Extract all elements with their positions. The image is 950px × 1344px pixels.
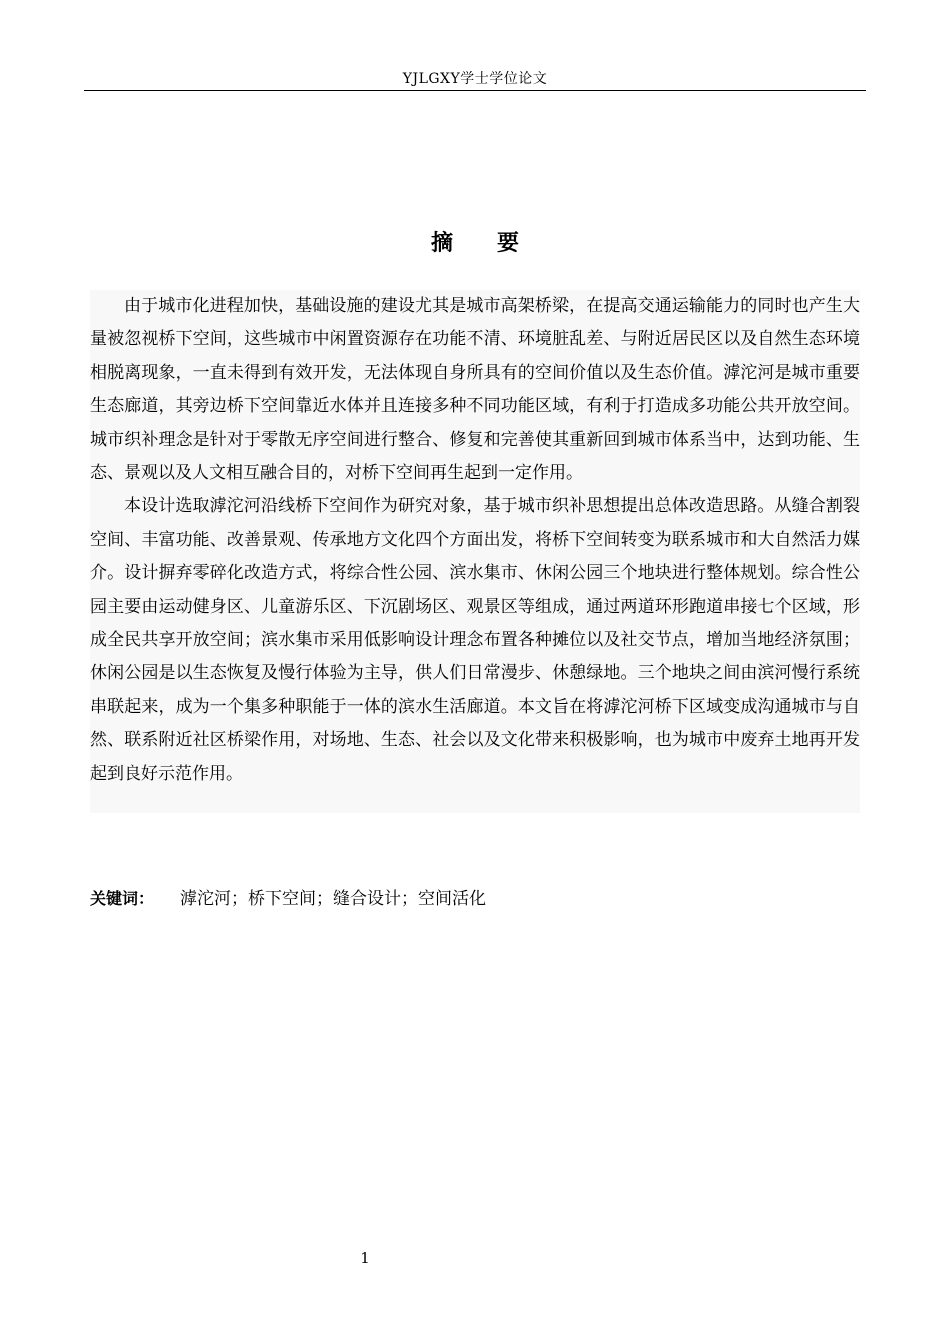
- keywords-line: [90, 884, 486, 909]
- header-rule: [84, 90, 866, 91]
- running-header: YJLGXY学士学位论文: [402, 71, 548, 87]
- abstract-body: [90, 290, 860, 813]
- abstract-paragraph-1: 由于城市化进程加快，基础设施的建设尤其是城市高架桥梁，在提高交通运输能力的同时也产生大量被忽视桥下空间，这些城市中闲置资源存在功能不清、环境脏乱差、与附近居民区以及自然生态环境相脱离现象，一直未得到有效开发，无法体现自身所具有的空间价值以及生态价值。滹沱河是城市重要生态廊道，其旁边桥下空间靠近水体并且连接多种不同功能区域，有利于打造成多功能公共开放空间。城市织补理念是针对于零散无序空间进行整合、修复和完善使其重新回到城市体系当中，达到功能、生态、景观以及人文相互融合目的，对桥下空间再生起到一定作用。: [90, 296, 860, 484]
- keywords-label: 关键词：: [90, 889, 155, 908]
- keywords-value: 滹沱河；桥下空间；缝合设计；空间活化: [180, 889, 487, 909]
- abstract-paragraph-2: 本设计选取滹沱河沿线桥下空间作为研究对象，基于城市织补思想提出总体改造思路。从缝合割裂空间、丰富功能、改善景观、传承地方文化四个方面出发，将桥下空间转变为联系城市和大自然活力媒介。设计摒弃零碎化改造方式，将综合性公园、滨水集市、休闲公园三个地块进行整体规划。综合性公园主要由运动健身区、儿童游乐区、下沉剧场区、观景区等组成，通过两道环形跑道串接七个区域，形成全民共享开放空间；滨水集市采用低影响设计理念布置各种摊位以及社交节点，增加当地经济氛围；休闲公园是以生态恢复及慢行体验为主导，供人们日常漫步、休憩绿地。三个地块之间由滨河慢行系统串联起来，成为一个集多种职能于一体的滨水生活廊道。本文旨在将滹沱河桥下区域变成沟通城市与自然、联系附近社区桥梁作用，对场地、生态、社会以及文化带来积极影响，也为城市中废弃土地再开发起到良好示范作用。: [90, 496, 860, 784]
- page-number: 1: [360, 1249, 370, 1267]
- abstract-title: 摘要: [430, 231, 563, 256]
